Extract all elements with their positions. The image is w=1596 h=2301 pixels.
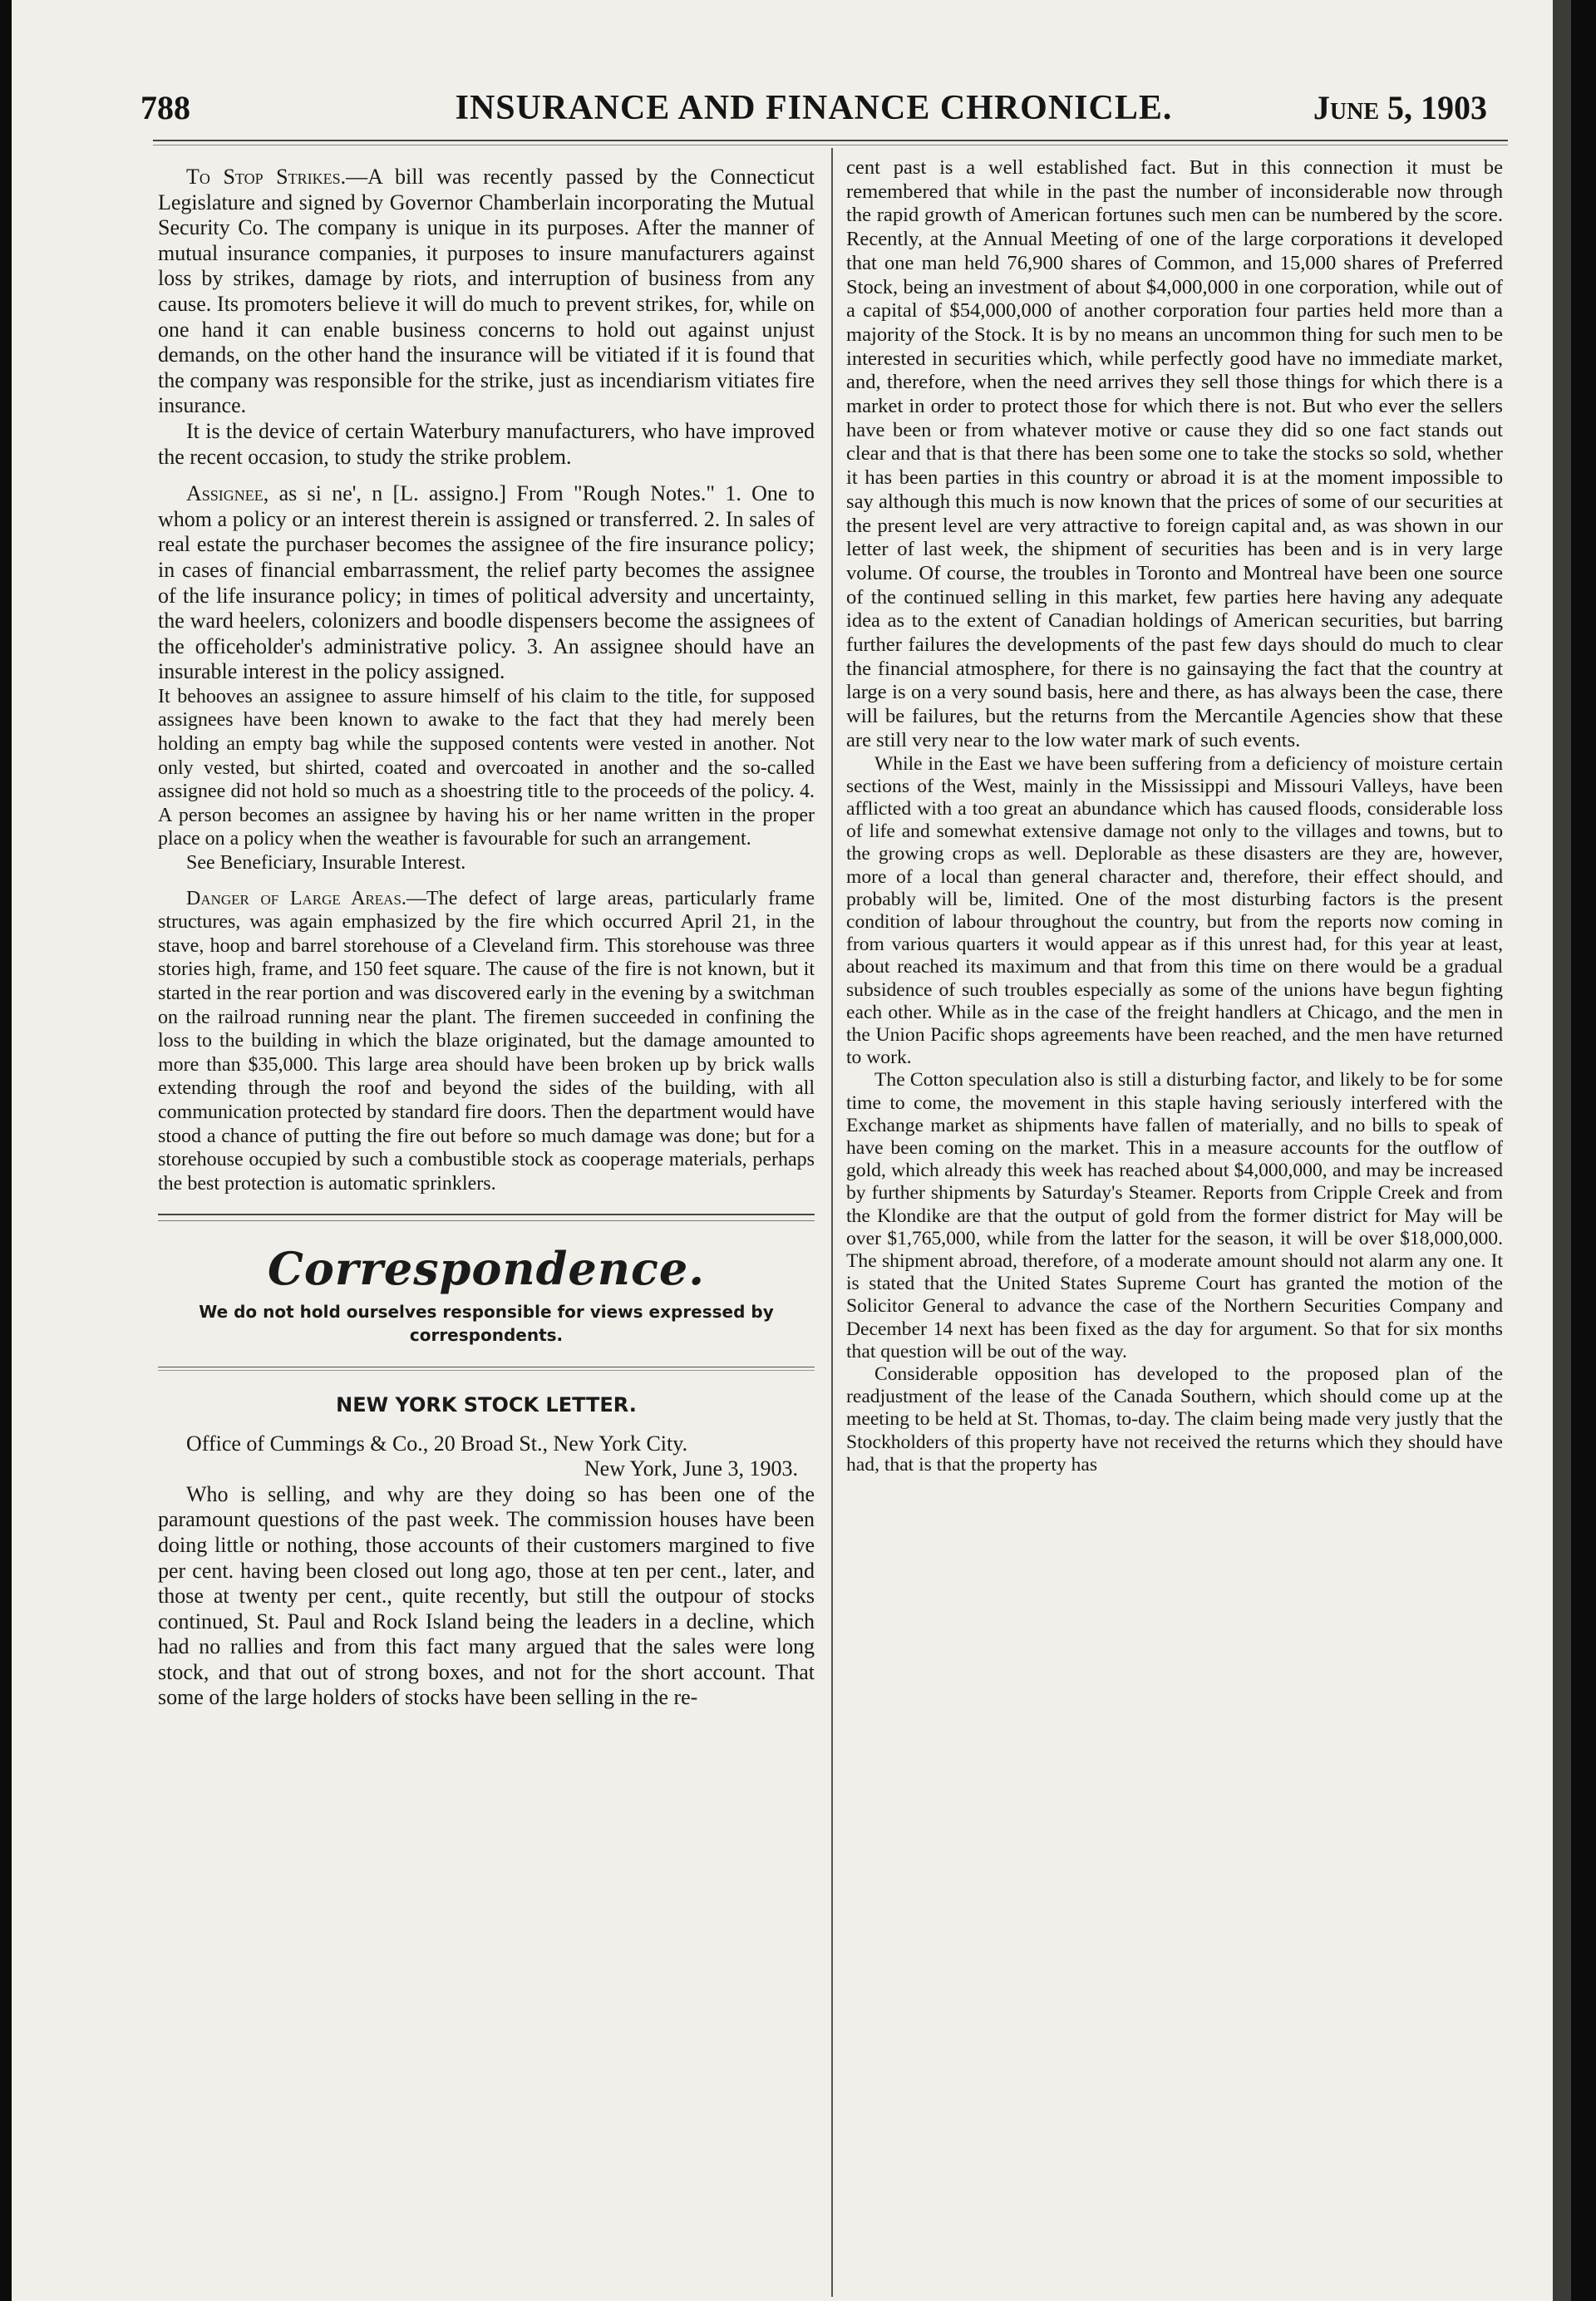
page-header [140, 80, 1487, 138]
short-rule [158, 1367, 815, 1371]
strikes-heading: To Stop Strikes. [186, 165, 347, 189]
correspondence-disclaimer: We do not hold ourselves responsible for views expressed by correspondents. [199, 1301, 774, 1345]
stock-letter-continued-2: While in the East we have been suffering from a deficiency of moisture certain sections of the West, mainly in the Mississippi and Missouri Valleys, have been afflicted with a too great an abundance which has caused floods, considerable loss of life and somewhat extensive damage not only to the villages and towns, but to the growing crops as well. Deplorable as these disasters are they are, however, more of a local than general character and, therefore, their effect should, and probably will be, limited. One of the most disturbing factors is the present condition of labour throughout the country, but from the reports now coming in from various quarters it would appear as if this unrest had, for this year at least, about reached its maximum and that from this time on there would be a gradual subsidence of such troubles especially as some of the unions have begun fighting each other. While as in the case of the freight handlers at Chicago, and the men in the Union Pacific shops agreements have been reached, and the men have returned to work. [846, 752, 1503, 1069]
stock-letter-title: NEW YORK STOCK LETTER. [336, 1392, 637, 1417]
stock-letter-office: Office of Cummings & Co., 20 Broad St., New York City. [186, 1431, 688, 1456]
correspondence-title: Correspondence. [267, 1242, 706, 1296]
stock-letter-continued-1: cent past is a well established fact. But in this connection it must be remembered that while in the past the number of inconsiderable now through the rapid growth of American fortunes such men can be numbered by the score. Recently, at the Annual Meeting of one of the large corporations it developed that one man held 76,900 shares of Common, and 15,000 shares of Preferred Stock, being an investment of about $4,000,000 in one corporation, while out of a capital of $54,000,000 of another corporation four parties held more than a majority of the Stock. It is by no means an uncommon thing for such men to be interested in securities which, while perfectly good have no immediate market, and, therefore, when the need arrives they sell those things for which there is a market in order to protect those for which there is not. But who ever the sellers have been or from whatever motive or cause they did so one fact stands out clear and that is that there has been some one to take the stocks so sold, whether it has been parties in this country or abroad it is at the moment impossible to say although this much is now known that the prices of some of our securities at the present level are very attractive to foreign capital and, as was shown in our letter of last week, the shipment of securities has been and is in very large volume. Of course, the troubles in Toronto and Montreal have been one source of the continued selling in this market, few parties here having any adequate idea as to the extent of Canadian holdings of American securities, but barring further failures the developments of the past few days should do much to clear the financial atmosphere, for there is no gainsaying the fact that the country at large is on a very sound basis, here and there, as has always been the case, there will be failures, but the returns from the Mercantile Agencies show that these are still very near to the low water mark of such events. [846, 156, 1503, 751]
large-areas-heading: Danger of Large Areas. [186, 887, 406, 909]
stock-letter-continued-3: The Cotton speculation also is still a disturbing factor, and likely to be for some time to come, the movement in this staple having seriously interfered with the Exchange market as shipments have fallen of materially, and no bills to speak of have been coming on the market. This in a measure accounts for the outflow of gold, which already this week has reached about $4,000,000, and may be increased by further shipments by Saturday's Steamer. Reports from Cripple Creek and from the Klondike are that the output of gold from the former district for May will be over $1,765,000, while from the latter for the season, it will be over $18,000,000. The shipment abroad, therefore, of a moderate amount should not alarm any one. It is stated that the United States Supreme Court has granted the motion of the Solicitor General to advance the case of the Northern Securities Company and December 14 next has been fixed as the day for argument. So that for six months that question will be out of the way. [846, 1069, 1503, 1362]
stock-letter-text: Who is selling, and why are they doing so has been one of the paramount questions of the past week. The commission houses have been doing little or nothing, those accounts of their customers margined to five per cent. having been closed out long ago, those at ten per cent., later, and those at twenty per cent., quite recently, but still the outpour of stocks continued, St. Paul and Rock Island being the leaders in a decline, which had no rallies and from this fact many argued that the sales were long stock, and that out of strong boxes, and not for the short account. That some of the large holders of stocks have been selling in the re- [158, 1481, 815, 1710]
assignee-heading: Assignee, [186, 481, 269, 506]
newspaper-page [12, 0, 1571, 2301]
issue-date: June 5, 1903 [1313, 89, 1487, 126]
column-divider [831, 148, 833, 2297]
left-column [158, 165, 815, 1711]
header-rule [153, 140, 1508, 145]
assignee-see-also: See Beneficiary, Insurable Interest. [186, 852, 466, 875]
journal-title: INSURANCE AND FINANCE CHRONICLE. [455, 89, 1173, 127]
large-areas-paragraph [158, 887, 815, 1196]
assignee-text-1: as si ne', n [L. assigno.] From "Rough Notes." 1. One to whom a policy or an interest therein is assigned or transferred. 2. In sales of real estate the purchaser becomes the assignee of the fire insurance policy; in cases of financial embarrassment, the relief party becomes the assignee of the life insurance policy; in times of political adversity and uncertainty, the ward heelers, colonizers and boodle dispensers become the assignees of the officeholder's administrative policy. 3. An assignee should have an insurable interest in the policy assigned. [158, 481, 815, 684]
stock-letter-dateline: New York, June 3, 1903. [584, 1456, 798, 1481]
assignee-text-2: It behooves an assignee to assure himself of his claim to the title, for supposed assignees have been known to awake to the fact that they had merely been holding an empty bag while the supposed contents were vested in another. Not only vested, but shirted, coated and overcoated in another and the so-called assignee did not hold so much as a shoestring title to the proceeds of the policy. 4. A person becomes an assignee by having his or her name written in the proper place on a policy when the weather is favourable for such an arrangement. [158, 685, 815, 850]
section-rule [158, 1214, 815, 1221]
right-column [846, 156, 1503, 1476]
page-edge-shadow [1553, 0, 1571, 2301]
strikes-text: —A bill was recently passed by the Connecticut Legislature and signed by Governor Chamberlain incorporating the Mutual Security Co. The company is unique in its purposes. After the manner of mutual insurance companies, it purposes to insure manufacturers against loss by strikes, damage by riots, and interruption of business from any cause. Its promoters believe it will do much to prevent strikes, for, while on one hand it can enable business concerns to hold out against unjust demands, on the other hand the insurance will be vitiated if it is found that the company was responsible for the strike, just as incendiarism vitiates fire insurance. [158, 165, 815, 418]
strikes-paragraph-2: It is the device of certain Waterbury manufacturers, who have improved the recent occasion, to study the strike problem. [158, 418, 815, 469]
stock-letter-continued-4: Considerable opposition has developed to the proposed plan of the readjustment of the lease of the Canada Southern, which should come up at the meeting to be held at St. Thomas, to-day. The claim being made very justly that the Stockholders of this property have not received the returns which they should have had, that is that the property has [846, 1363, 1503, 1476]
large-areas-text: —The defect of large areas, particularly frame structures, was again emphasized by the fire which occurred April 21, in the stave, hoop and barrel storehouse of a Cleveland firm. This storehouse was three stories high, frame, and 150 feet square. The cause of the fire is not known, but it started in the rear portion and was discovered early in the evening by a switchman on the railroad running near the plant. The firemen succeeded in confining the loss to the building in which the blaze originated, but the damage amounted to more than $35,000. This large area should have been broken up by brick walls extending through the roof and beyond the sides of the building, with all communication protected by standard fire doors. Then the department would have stood a chance of putting the fire out before so much damage was done; but for a storehouse occupied by such a combustible stock as cooperage materials, perhaps the best protection is automatic sprinklers. [158, 887, 815, 1195]
assignee-paragraph [158, 481, 815, 685]
page-number: 788 [140, 89, 190, 126]
strikes-paragraph [158, 165, 815, 419]
